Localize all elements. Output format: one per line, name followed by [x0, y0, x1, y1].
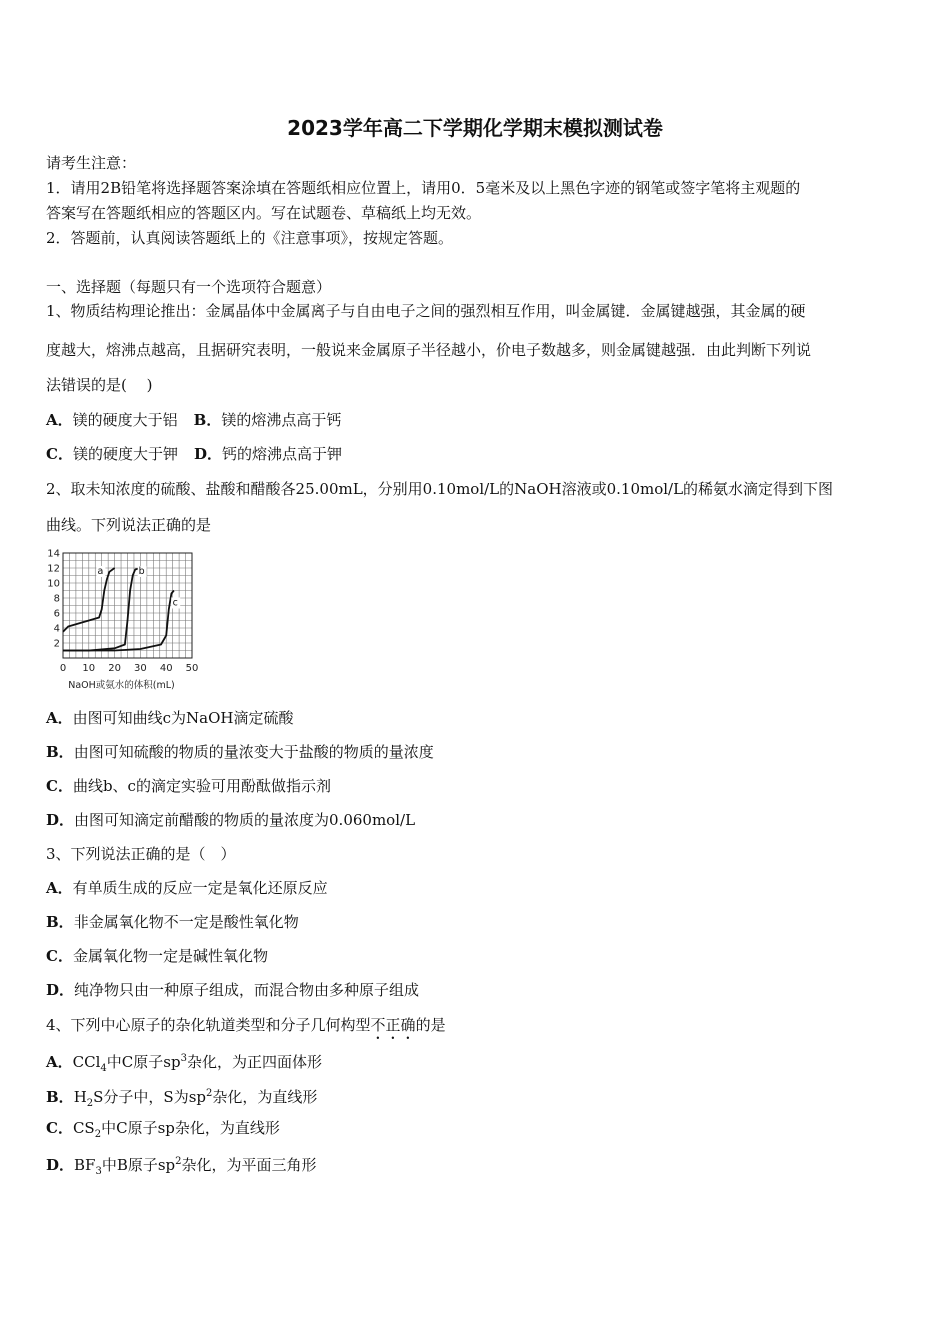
x-axis-label: NaOH或氨水的体积(mL) [68, 680, 175, 691]
q4-option-d-row [46, 1152, 317, 1182]
q4-option-a-subscript: 4 [100, 1063, 107, 1074]
q4-option-c-row [46, 1118, 280, 1145]
q2-option-a-letter: A． [46, 709, 73, 727]
series-label-c: c [172, 597, 178, 609]
q3-option-d: 纯净物只由一种原子组成，而混合物由多种原子组成 [74, 981, 420, 999]
q2-option-c-letter: C． [46, 777, 73, 795]
q3-option-a-row [46, 878, 328, 898]
q2-option-b-row [46, 742, 434, 762]
q4-stem-pre: 4、下列中心原子的杂化轨道类型和分子几何构型 [46, 1016, 371, 1034]
q1-option-b: 镁的熔沸点高于钙 [221, 411, 342, 429]
titration-chart-svg [40, 545, 210, 693]
q4-option-d-formula: BF [74, 1156, 96, 1174]
q4-option-d-subscript: 3 [95, 1166, 102, 1177]
q4-option-a-formula: CCl [72, 1053, 101, 1071]
q4-option-a-text: 中C原子sp [106, 1053, 181, 1071]
q4-option-b-formula: H [73, 1088, 87, 1106]
q4-option-d-tail: 杂化，为平面三角形 [181, 1156, 317, 1174]
q2-option-c: 曲线b、c的滴定实验可用酚酞做指示剂 [72, 777, 331, 795]
q3-option-b: 非金属氧化物不一定是酸性氧化物 [73, 913, 299, 931]
y-tick-label: 6 [53, 608, 60, 620]
q1-option-c: 镁的硬度大于钾 [72, 445, 178, 463]
x-tick-label: 10 [82, 663, 96, 674]
q2-option-d-letter: D． [46, 811, 75, 829]
x-tick-label: 0 [59, 663, 67, 674]
q4-option-d-text: 中B原子sp [101, 1156, 176, 1174]
q2-option-d: 由图可知滴定前醋酸的物质的量浓度为0.060mol/L [74, 811, 416, 829]
series-label-b: b [138, 566, 145, 577]
q4-option-b-subscript: 2 [86, 1098, 94, 1109]
q3-option-a-letter: A． [46, 879, 73, 897]
x-tick-label: 40 [159, 663, 173, 674]
q2-stem-line-2: 曲线。下列说法正确的是 [46, 516, 212, 534]
q4-option-b-row [46, 1084, 317, 1114]
q1-option-c-letter: C． [46, 445, 73, 463]
q4-option-a-tail: 杂化，为正四面体形 [186, 1053, 322, 1071]
y-tick-label: 10 [47, 578, 60, 590]
q1-stem-line-2: 度越大，熔沸点越高，且据研究表明，一般说来金属原子半径越小，价电子数越多，则金属键越强．由此判断下列说 [46, 341, 812, 359]
q3-option-b-row [46, 912, 299, 932]
q1-option-d-letter: D． [193, 445, 222, 463]
q3-option-c-row [46, 946, 268, 966]
q1-option-a: 镁的硬度大于铝 [72, 411, 178, 429]
q2-stem-line-1: 2、取未知浓度的硫酸、盐酸和醋酸各25.00mL，分别用0.10mol/L的NaOH溶液或0.10mol/L的稀氨水滴定得到下图 [46, 480, 834, 498]
q2-option-b-letter: B． [46, 743, 74, 761]
q4-option-c-letter: C． [46, 1119, 73, 1137]
q3-option-d-row [46, 980, 419, 1000]
x-tick-label: 20 [108, 663, 121, 674]
q2-option-d-row [46, 810, 415, 830]
y-tick-label: 8 [53, 593, 60, 605]
notice-line-1b: 答案写在答题纸相应的答题区内。写在试题卷、草稿纸上均无效。 [46, 204, 482, 222]
series-label-a: a [97, 566, 104, 577]
q1-options-row-1 [46, 410, 341, 430]
y-tick-label: 4 [53, 623, 60, 635]
q2-option-a-row [46, 708, 294, 728]
notice-line-1a: 1．请用2B铅笔将选择题答案涂填在答题纸相应位置上，请用0．5毫米及以上黑色字迹的钢笔或签字笔将主观题的 [46, 179, 801, 197]
q1-options-row-2 [46, 444, 342, 464]
q1-option-b-letter: B． [193, 411, 222, 429]
q4-option-b-superscript: 2 [206, 1088, 213, 1099]
titration-chart [40, 545, 210, 693]
page-title: 2023学年高二下学期化学期末模拟测试卷 [287, 116, 663, 140]
q1-option-a-letter: A． [46, 411, 73, 429]
q4-option-a-row [46, 1049, 322, 1079]
q4-option-a-superscript: 3 [180, 1053, 187, 1064]
q1-stem-line-3: 法错误的是( ) [46, 376, 153, 394]
q4-option-b-letter: B． [46, 1088, 74, 1106]
y-tick-label: 14 [47, 548, 60, 560]
q4-option-b-text: S分子中，S为sp [93, 1088, 207, 1106]
q3-stem: 3、下列说法正确的是（ ） [46, 845, 236, 863]
q3-option-d-letter: D． [46, 981, 75, 999]
q2-option-c-row [46, 776, 331, 796]
q4-option-d-letter: D． [46, 1156, 75, 1174]
q4-stem-post: 的是 [415, 1016, 446, 1034]
x-tick-label: 30 [134, 663, 147, 674]
q1-stem-line-1: 1、物质结构理论推出：金属晶体中金属离子与自由电子之间的强烈相互作用，叫金属键．金属键越强，其金属的硬 [46, 302, 806, 320]
q4-stem-emphasis: 不正确 [370, 1016, 416, 1034]
q4-option-b-tail: 杂化，为直线形 [212, 1088, 318, 1106]
q4-stem [46, 1015, 446, 1043]
q4-option-c-subscript: 2 [94, 1129, 102, 1140]
notice-heading: 请考生注意： [46, 154, 137, 172]
y-tick-label: 12 [47, 563, 60, 575]
q2-option-a: 由图可知曲线c为NaOH滴定硫酸 [72, 709, 294, 727]
q3-option-b-letter: B． [46, 913, 74, 931]
q1-option-d: 钙的熔沸点高于钾 [221, 445, 342, 463]
q3-option-c: 金属氧化物一定是碱性氧化物 [72, 947, 268, 965]
q3-option-c-letter: C． [46, 947, 73, 965]
q4-option-c-formula: CS [72, 1119, 95, 1137]
q2-option-b: 由图可知硫酸的物质的量浓变大于盐酸的物质的量浓度 [73, 743, 434, 761]
q3-option-a: 有单质生成的反应一定是氧化还原反应 [72, 879, 328, 897]
notice-line-2: 2．答题前，认真阅读答题纸上的《注意事项》，按规定答题。 [46, 229, 454, 247]
q4-option-a-letter: A． [46, 1053, 73, 1071]
section-heading: 一、选择题（每题只有一个选项符合题意） [46, 278, 332, 296]
q4-option-c-text: 中C原子sp杂化，为直线形 [101, 1119, 280, 1137]
y-tick-label: 2 [53, 638, 60, 650]
x-tick-label: 50 [185, 663, 199, 674]
q4-option-d-superscript: 2 [175, 1156, 182, 1167]
